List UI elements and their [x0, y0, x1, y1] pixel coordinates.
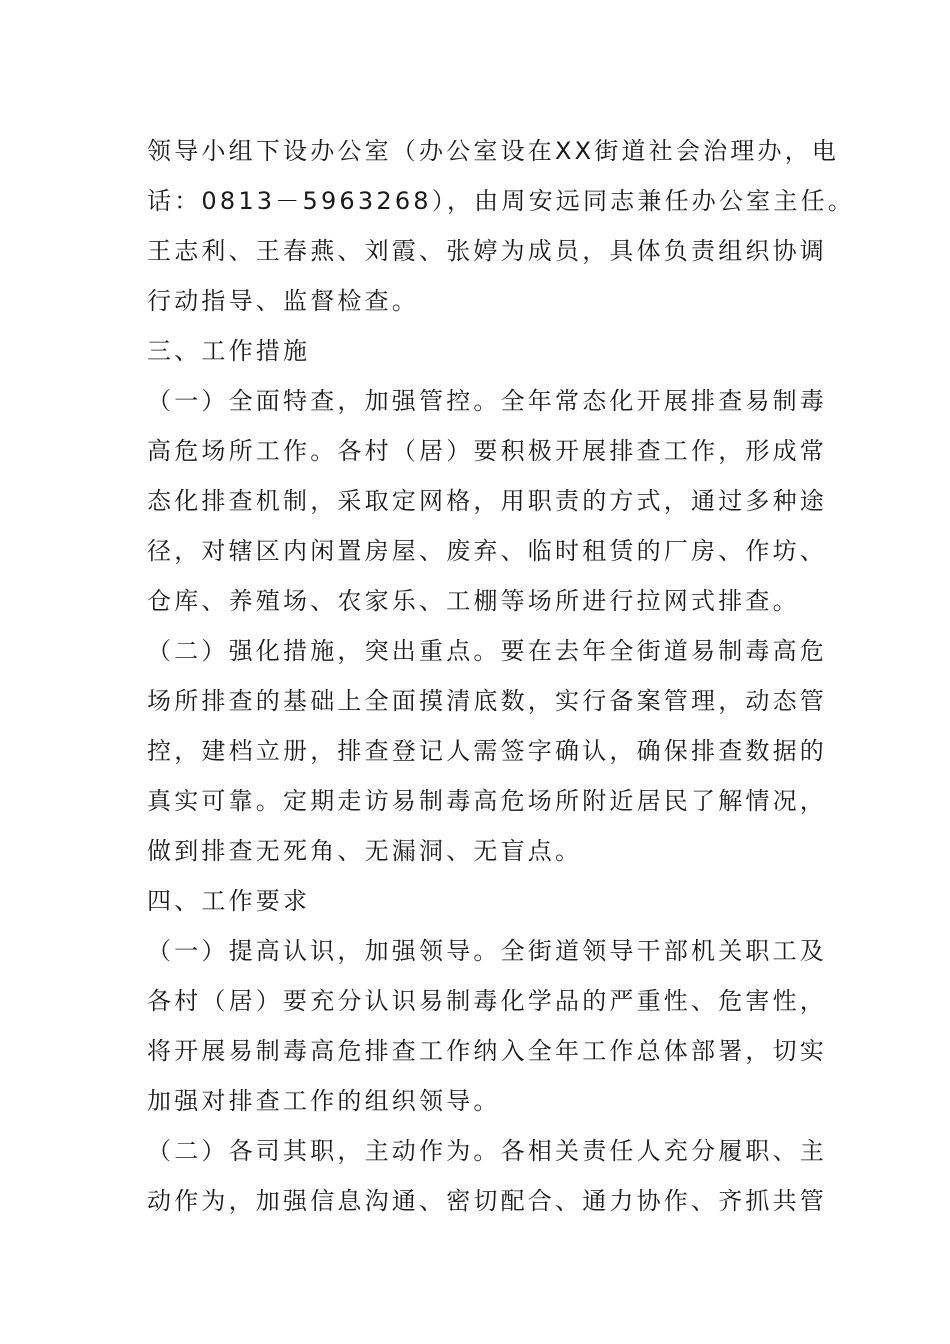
paragraph-line: 场所排查的基础上全面摸清底数，实行备案管理，动态管: [147, 687, 827, 715]
paragraph-line: （一）全面特查，加强管控。全年常态化开展排查易制毒: [147, 387, 827, 415]
paragraph-line: 仓库、养殖场、农家乐、工棚等场所进行拉网式排查。: [147, 587, 800, 615]
paragraph-line: （二）强化措施，突出重点。要在去年全街道易制毒高危: [147, 637, 827, 665]
paragraph-line: 真实可靠。定期走访易制毒高危场所附近居民了解情况，: [147, 787, 827, 815]
paragraph-line: 话：0813－5963268），由周安远同志兼任办公室主任。: [147, 187, 855, 215]
paragraph-line: 高危场所工作。各村（居）要积极开展排查工作，形成常: [147, 437, 827, 465]
paragraph-line: 领导小组下设办公室（办公室设在XX街道社会治理办，电: [147, 137, 840, 165]
paragraph-line: （一）提高认识，加强领导。全街道领导干部机关职工及: [147, 937, 827, 965]
paragraph-line: 做到排查无死角、无漏洞、无盲点。: [147, 837, 583, 865]
section-heading: 四、工作要求: [147, 887, 311, 915]
paragraph-line: 态化排查机制，采取定网格，用职责的方式，通过多种途: [147, 487, 827, 515]
paragraph-line: 径，对辖区内闲置房屋、废弃、临时租赁的厂房、作坊、: [147, 537, 827, 565]
paragraph-line: 加强对排查工作的组织领导。: [147, 1087, 501, 1115]
paragraph-line: 各村（居）要充分认识易制毒化学品的严重性、危害性，: [147, 987, 827, 1015]
paragraph-line: （二）各司其职，主动作为。各相关责任人充分履职、主: [147, 1137, 827, 1165]
paragraph-line: 动作为，加强信息沟通、密切配合、通力协作、齐抓共管: [147, 1187, 827, 1215]
paragraph-line: 控，建档立册，排查登记人需签字确认，确保排查数据的: [147, 737, 827, 765]
paragraph-line: 将开展易制毒高危排查工作纳入全年工作总体部署，切实: [147, 1037, 827, 1065]
paragraph-line: 行动指导、监督检查。: [147, 287, 419, 315]
section-heading: 三、工作措施: [147, 337, 311, 365]
paragraph-line: 王志利、王春燕、刘霞、张婷为成员，具体负责组织协调: [147, 237, 827, 265]
